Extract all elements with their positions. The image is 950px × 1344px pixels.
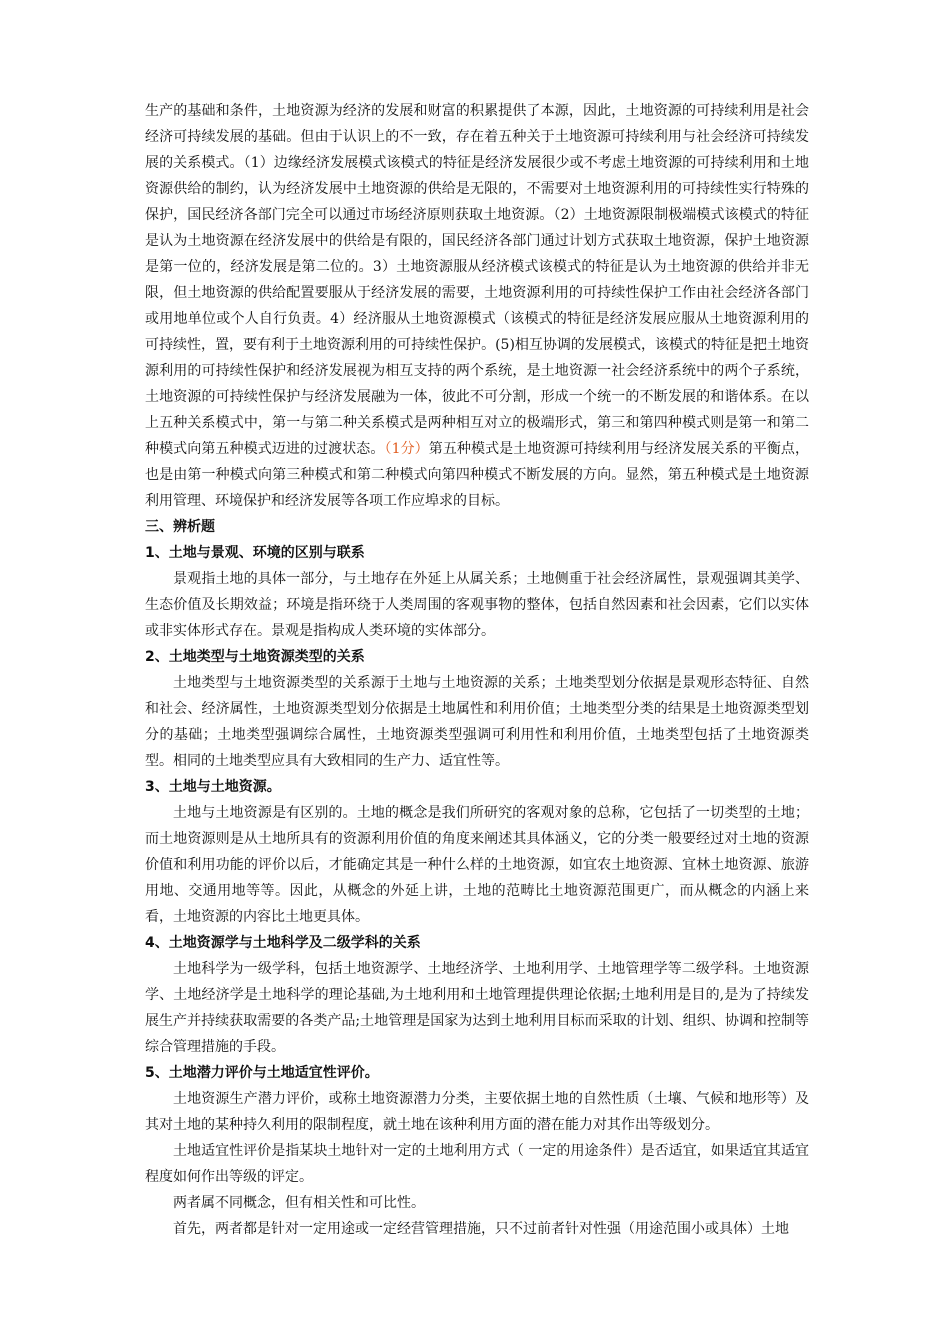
question-2-title: 2、土地类型与土地资源类型的关系 — [145, 649, 365, 665]
question-3-title: 3、土地与土地资源。 — [145, 779, 281, 795]
question-3-answer: 土地与土地资源是有区别的。土地的概念是我们所研究的客观对象的总称，它包括了一切类型的土地；而土地资源则是从土地所具有的资源利用价值的角度来阐述其具体涵义，它的分类一般要经过对土地的资源价值和利用功能的评价以后，才能确定其是一种什么样的土地资源，如宜农土地资源、宜林土地资源、旅游用地、交通用地等等。因此，从概念的外延上讲，土地的范畴比土地资源范围更广，而从概念的内涵上来看，土地资源的内容比土地更具体。 — [145, 805, 809, 925]
question-5-paragraph-1: 土地资源生产潜力评价，或称土地资源潜力分类，主要依据土地的自然性质（土壤、气候和地形等）及其对土地的某种持久利用的限制程度，就土地在该种利用方面的潜在能力对其作出等级划分。 — [145, 1091, 809, 1133]
question-1-title: 1、土地与景观、环境的区别与联系 — [145, 545, 365, 561]
question-4-title: 4、土地资源学与土地科学及二级学科的关系 — [145, 935, 421, 951]
question-2-answer: 土地类型与土地资源类型的关系源于土地与土地资源的关系；土地类型划分依据是景观形态特征、自然和社会、经济属性，土地资源类型划分依据是土地属性和利用价值；土地类型分类的结果是土地资源类型划分的基础；土地类型强调综合属性，土地资源类型强调可利用性和利用价值，土地类型包括了土地资源类型。相同的土地类型应具有大致相同的生产力、适宜性等。 — [145, 675, 809, 769]
question-5-paragraph-3: 两者属不同概念，但有相关性和可比性。 — [173, 1195, 425, 1211]
score-note: （1分） — [384, 441, 429, 457]
intro-text-continued: 第五种模式是土地资源可持续利用与经济发展关系的平衡点，也是由第一种模式向第三种模式和第二种模式向第四种模式不断发展的方向。显然，第五种模式是土地资源利用管理、环境保护和经济发展等各项工作应埠求的目标。 — [145, 441, 810, 509]
question-5-title: 5、土地潜力评价与土地适宜性评价。 — [145, 1065, 379, 1081]
section-title: 三、辨析题 — [145, 519, 215, 535]
question-4-answer: 土地科学为一级学科，包括土地资源学、土地经济学、土地利用学、土地管理学等二级学科。土地资源学、土地经济学是土地科学的理论基础,为土地利用和土地管理提供理论依据;土地利用是目的,是为了持续发展生产并持续获取需要的各类产品;土地管理是国家为达到土地利用目标而采取的计划、组织、协调和控制等综合管理措施的手段。 — [145, 961, 809, 1055]
document-page — [145, 98, 809, 1242]
intro-paragraph — [145, 98, 809, 514]
question-5-paragraph-4: 首先，两者都是针对一定用途或一定经营管理措施，只不过前者针对性强（用途范围小或具体）土地 — [173, 1221, 789, 1237]
question-5-paragraph-2: 土地适宜性评价是指某块土地针对一定的土地利用方式（ 一定的用途条件）是否适宜，如果适宜其适宜程度如何作出等级的评定。 — [145, 1143, 809, 1185]
question-1-answer: 景观指土地的具体一部分，与土地存在外延上从属关系；土地侧重于社会经济属性，景观强调其美学、生态价值及长期效益；环境是指环绕于人类周围的客观事物的整体，包括自然因素和社会因素，它们以实体或非实体形式存在。景观是指构成人类环境的实体部分。 — [145, 571, 809, 639]
intro-text: 生产的基础和条件，土地资源为经济的发展和财富的积累提供了本源，因此，土地资源的可持续利用是社会经济可持续发展的基础。但由于认识上的不一致，存在着五种关于土地资源可持续利用与社会经济可持续发展的关系模式。（1）边缘经济发展模式该模式的特征是经济发展很少或不考虑土地资源的可持续利用和土地资源供给的制约，认为经济发展中土地资源的供给是无限的，不需要对土地资源利用的可持续性实行特殊的保护，国民经济各部门完全可以通过市场经济原则获取土地资源。（2）土地资源限制极端模式该模式的特征是认为土地资源在经济发展中的供给是有限的，国民经济各部门通过计划方式获取土地资源，保护土地资源是第一位的，经济发展是第二位的。3）土地资源服从经济模式该模式的特征是认为土地资源的供给并非无限，但土地资源的供给配置要服从于经济发展的需要，土地资源利用的可持续性保护工作由社会经济各部门或用地单位或个人自行负责。4）经济服从土地资源模式（该模式的特征是经济发展应服从土地资源利用的可持续性，置，要有利于土地资源利用的可持续性保护。(5)相互协调的发展模式，该模式的特征是把土地资源利用的可持续性保护和经济发展视为相互支持的两个系统，是土地资源一社会经济系统中的两个子系统，土地资源的可持续性保护与经济发展融为一体，彼此不可分割，形成一个统一的不断发展的和谐体系。在以上五种关系模式中，第一与第二种关系模式是两种相互对立的极端形式，第三和第四种模式则是第一和第二种模式向第五种模式迈进的过渡状态。 — [145, 103, 809, 457]
